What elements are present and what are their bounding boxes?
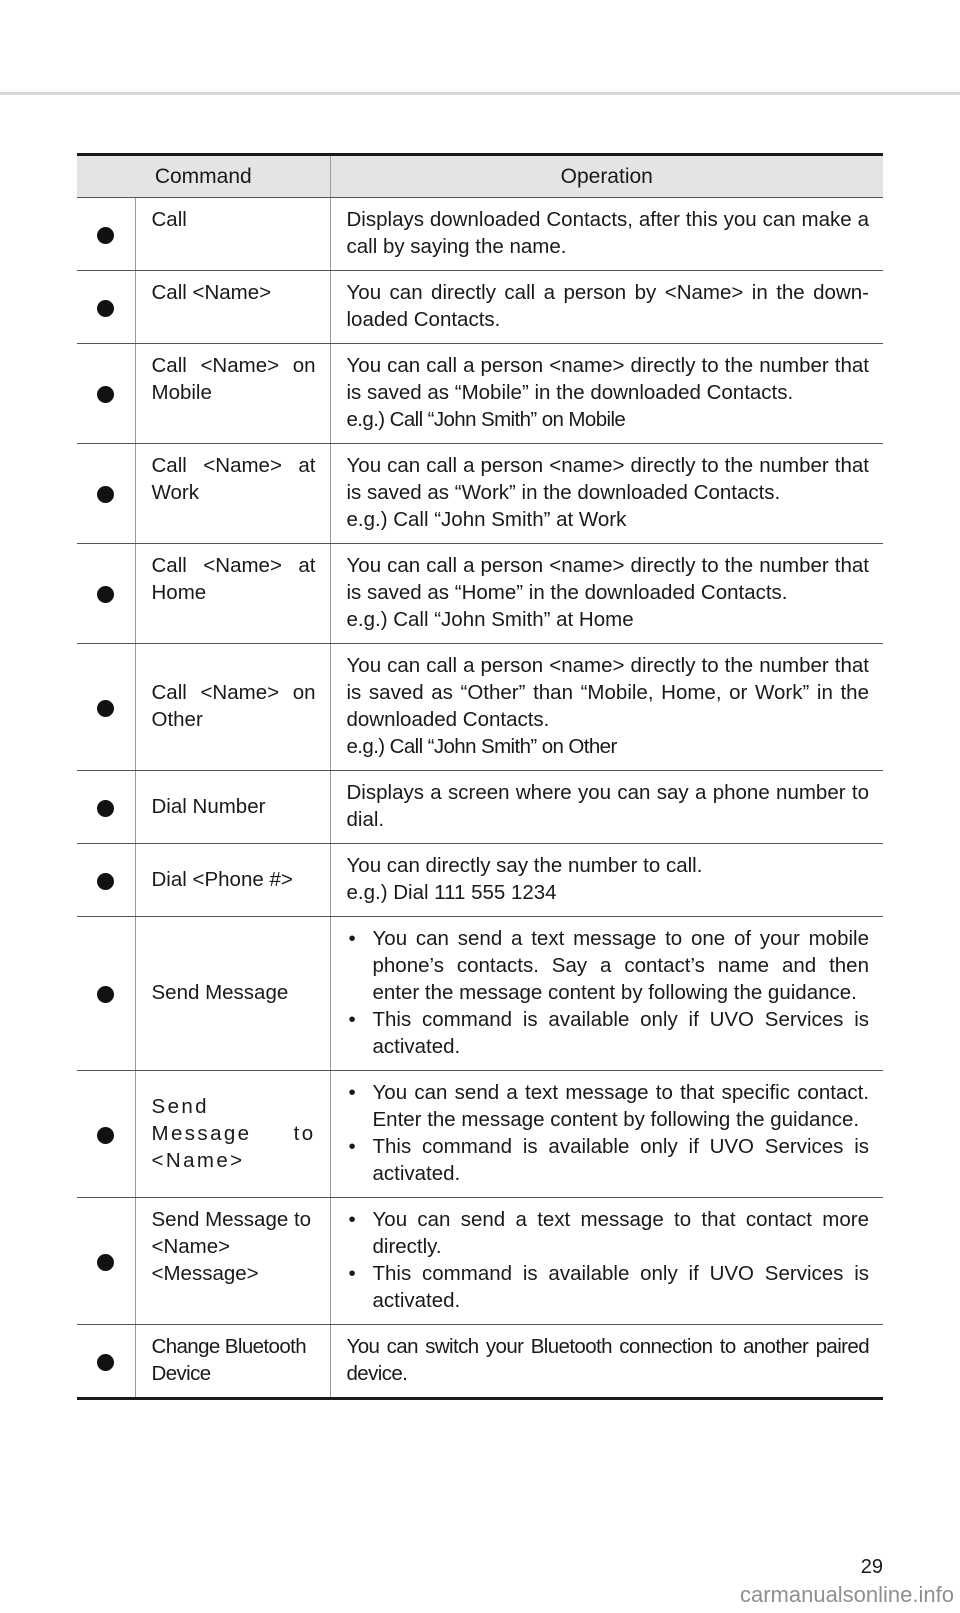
voice-command-table: [77, 153, 883, 1400]
table-row: [77, 771, 883, 844]
table-row: [77, 1198, 883, 1325]
list-item: • You can send a text message to that specific contact. Enter the message content by following the guidance.: [347, 1079, 870, 1133]
bullet-icon: [97, 486, 114, 503]
example-text: e.g.) Call “John Smith” on Mobile: [346, 408, 626, 431]
operation-text: You can directly call a person by <Name> in the down-loaded Contacts.: [346, 281, 869, 331]
operation-text: You can switch your Bluetooth connection to another paired device.: [346, 1335, 869, 1385]
operation-cell: [330, 771, 883, 844]
table-row: [77, 344, 883, 444]
bullet-list: [347, 1206, 870, 1314]
list-item: • This command is available only if UVO Services is activated.: [347, 1260, 870, 1314]
bullet-icon: [97, 586, 114, 603]
table-row: [77, 544, 883, 644]
table-row: [77, 1325, 883, 1399]
example-text: e.g.) Call “John Smith” on Other: [346, 735, 617, 758]
bullet-icon: [97, 1354, 114, 1371]
operation-text: You can directly say the number to call.: [346, 854, 703, 877]
command-cell: Call <Name> on Other: [135, 644, 330, 771]
operation-text: You can call a person <name> directly to the number that is saved as “Home” in the downloaded Contacts.: [346, 554, 869, 604]
command-cell: Call <Name> at Home: [135, 544, 330, 644]
operation-text: You can call a person <name> directly to the number that is saved as “Mobile” in the downloaded Contacts.: [346, 354, 869, 404]
command-cell: Send Message to <Name> <Message>: [135, 1198, 330, 1325]
header-operation: Operation: [330, 155, 883, 198]
table-row: [77, 1071, 883, 1198]
top-rule: [0, 92, 960, 95]
table-row: [77, 917, 883, 1071]
command-cell: Dial Number: [135, 771, 330, 844]
table-row: [77, 271, 883, 344]
command-cell: Call <Name>: [135, 271, 330, 344]
command-cell: Dial <Phone #>: [135, 844, 330, 917]
operation-cell: [330, 344, 883, 444]
operation-text: Displays a screen where you can say a phone number to dial.: [346, 781, 869, 831]
operation-cell: [330, 917, 883, 1071]
example-text: e.g.) Call “John Smith” at Work: [346, 508, 627, 531]
operation-cell: [330, 844, 883, 917]
bullet-icon: [97, 873, 114, 890]
table-row: [77, 444, 883, 544]
operation-cell: [330, 1071, 883, 1198]
list-item: • This command is available only if UVO Services is activated.: [347, 1006, 870, 1060]
operation-cell: [330, 544, 883, 644]
command-cell: Send Message to <Name>: [135, 1071, 330, 1198]
command-cell: Send Message: [135, 917, 330, 1071]
table-header-row: [77, 155, 883, 198]
bullet-icon: [97, 986, 114, 1003]
bullet-icon: [97, 300, 114, 317]
operation-text: You can call a person <name> directly to the number that is saved as “Work” in the downloaded Contacts.: [346, 454, 869, 504]
table-row: [77, 198, 883, 271]
table-row: [77, 644, 883, 771]
header-command: Command: [77, 155, 330, 198]
operation-text: Displays downloaded Contacts, after this you can make a call by saying the name.: [346, 208, 869, 258]
list-item: • This command is available only if UVO Services is activated.: [347, 1133, 870, 1187]
bullet-icon: [97, 227, 114, 244]
example-text: e.g.) Call “John Smith” at Home: [346, 608, 634, 631]
operation-cell: [330, 1325, 883, 1399]
bullet-icon: [97, 700, 114, 717]
operation-cell: [330, 1198, 883, 1325]
list-item: • You can send a text message to one of your mobile phone’s contacts. Say a contact’s name and then enter the message content by following the guidance.: [347, 925, 870, 1006]
bullet-icon: [97, 1254, 114, 1271]
page-number: 29: [860, 1556, 883, 1578]
command-cell: Change Bluetooth Device: [135, 1325, 330, 1399]
bullet-list: [347, 1079, 870, 1187]
operation-cell: [330, 644, 883, 771]
example-text: e.g.) Dial 111 555 1234: [346, 881, 557, 904]
operation-cell: [330, 198, 883, 271]
operation-cell: [330, 271, 883, 344]
watermark: carmanualsonline.info: [739, 1582, 954, 1607]
bullet-icon: [97, 1127, 114, 1144]
bullet-icon: [97, 386, 114, 403]
operation-cell: [330, 444, 883, 544]
bullet-icon: [97, 800, 114, 817]
bullet-list: [347, 925, 870, 1060]
table-row: [77, 844, 883, 917]
command-cell: Call <Name> at Work: [135, 444, 330, 544]
command-cell: Call: [135, 198, 330, 271]
command-cell: Call <Name> on Mobile: [135, 344, 330, 444]
list-item: • You can send a text message to that contact more directly.: [347, 1206, 870, 1260]
operation-text: You can call a person <name> directly to the number that is saved as “Other” than “Mobile, Home, or Work” in the downloaded Contacts.: [346, 654, 869, 731]
